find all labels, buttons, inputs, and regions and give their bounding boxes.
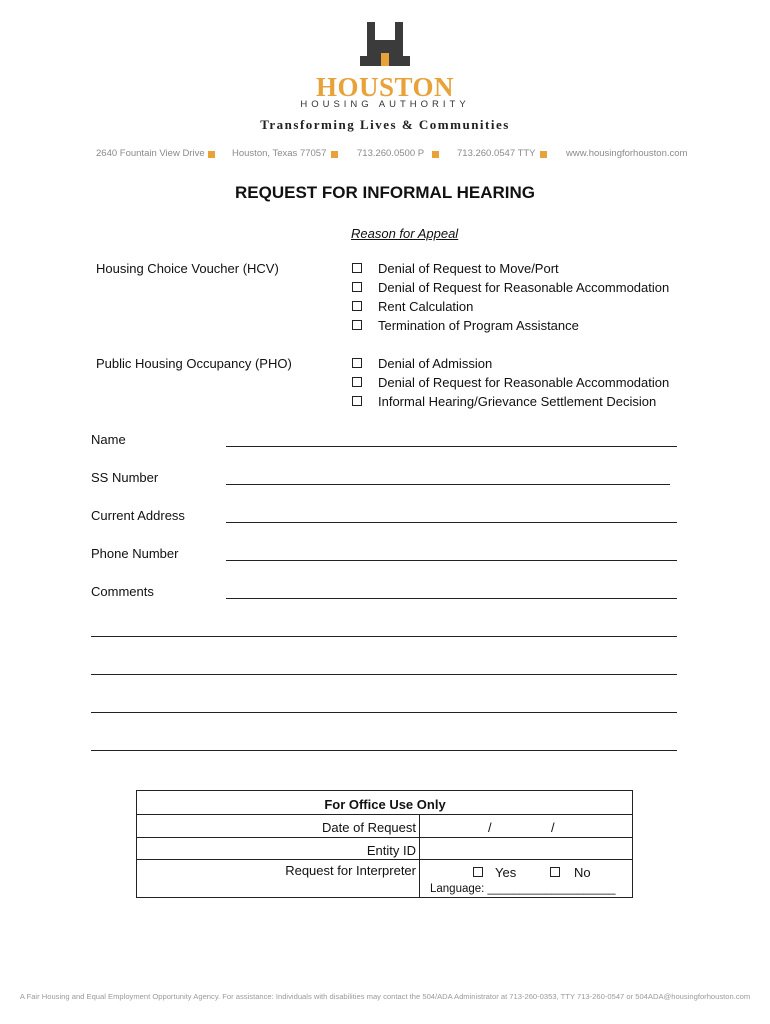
option-checkbox[interactable]: Informal Hearing/Grievance Settlement Decision	[352, 394, 656, 409]
category-pho: Public Housing Occupancy (PHO)	[96, 356, 292, 371]
bullet-icon	[331, 151, 338, 158]
bullet-icon	[540, 151, 547, 158]
org-subtitle: HOUSING AUTHORITY	[300, 99, 470, 110]
ss-number-field[interactable]	[226, 484, 670, 485]
table-column-divider	[419, 814, 420, 897]
tagline: Transforming Lives & Communities	[260, 117, 510, 132]
checkbox-icon[interactable]	[352, 263, 362, 273]
checkbox-icon[interactable]	[352, 396, 362, 406]
phone-number-field[interactable]	[226, 560, 677, 561]
bullet-icon	[432, 151, 439, 158]
checkbox-icon[interactable]	[352, 377, 362, 387]
table-divider	[137, 859, 632, 860]
interpreter-yes-checkbox[interactable]: Yes	[473, 865, 516, 880]
comments-label: Comments	[91, 584, 154, 599]
ss-number-label: SS Number	[91, 470, 159, 485]
phone: 713.260.0500 P	[357, 148, 425, 159]
comments-line[interactable]	[91, 712, 677, 713]
comments-line[interactable]	[91, 636, 677, 637]
current-address-field[interactable]	[226, 522, 677, 523]
checkbox-icon[interactable]	[352, 282, 362, 292]
interpreter-label: Request for Interpreter	[285, 863, 416, 878]
checkbox-icon[interactable]	[473, 867, 483, 877]
address: 2640 Fountain View Drive	[96, 148, 205, 159]
option-checkbox[interactable]: Denial of Admission	[352, 356, 492, 371]
option-checkbox[interactable]: Termination of Program Assistance	[352, 318, 579, 333]
option-checkbox[interactable]: Rent Calculation	[352, 299, 473, 314]
language-field[interactable]: Language: ____________________	[430, 883, 616, 895]
houston-housing-logo-icon	[358, 20, 414, 68]
bullet-icon	[208, 151, 215, 158]
office-heading: For Office Use Only	[324, 797, 446, 812]
table-divider	[137, 814, 632, 815]
website-link[interactable]: www.housingforhouston.com	[566, 148, 688, 159]
checkbox-icon[interactable]	[352, 320, 362, 330]
checkbox-icon[interactable]	[352, 301, 362, 311]
interpreter-no-checkbox[interactable]: No	[550, 865, 591, 880]
option-checkbox[interactable]: Denial of Request for Reasonable Accommodation	[352, 375, 669, 390]
current-address-label: Current Address	[91, 508, 185, 523]
comments-field[interactable]	[226, 598, 677, 599]
name-field[interactable]	[226, 446, 677, 447]
tty: 713.260.0547 TTY	[457, 148, 536, 159]
name-label: Name	[91, 432, 126, 447]
category-hcv: Housing Choice Voucher (HCV)	[96, 261, 279, 276]
date-of-request-label: Date of Request	[322, 820, 416, 835]
date-separator: /	[488, 820, 492, 835]
footer-disclaimer: A Fair Housing and Equal Employment Opportunity Agency. For assistance: Individuals with disabilities may contact the 504/ADA Administrator at 713-260-0353, TTY 713-260-0547 or 504ADA@housingforhouston.com	[19, 992, 751, 1001]
entity-id-label: Entity ID	[366, 843, 416, 858]
option-checkbox[interactable]: Denial of Request to Move/Port	[352, 261, 559, 276]
org-name: HOUSTON	[315, 72, 455, 102]
checkbox-icon[interactable]	[550, 867, 560, 877]
comments-line[interactable]	[91, 674, 677, 675]
page-title: REQUEST FOR INFORMAL HEARING	[234, 183, 536, 202]
option-checkbox[interactable]: Denial of Request for Reasonable Accommodation	[352, 280, 669, 295]
comments-line[interactable]	[91, 750, 677, 751]
phone-number-label: Phone Number	[91, 546, 179, 561]
table-divider	[137, 837, 632, 838]
city: Houston, Texas 77057	[232, 148, 327, 159]
date-separator: /	[551, 820, 555, 835]
checkbox-icon[interactable]	[352, 358, 362, 368]
reason-heading: Reason for Appeal	[351, 226, 459, 241]
